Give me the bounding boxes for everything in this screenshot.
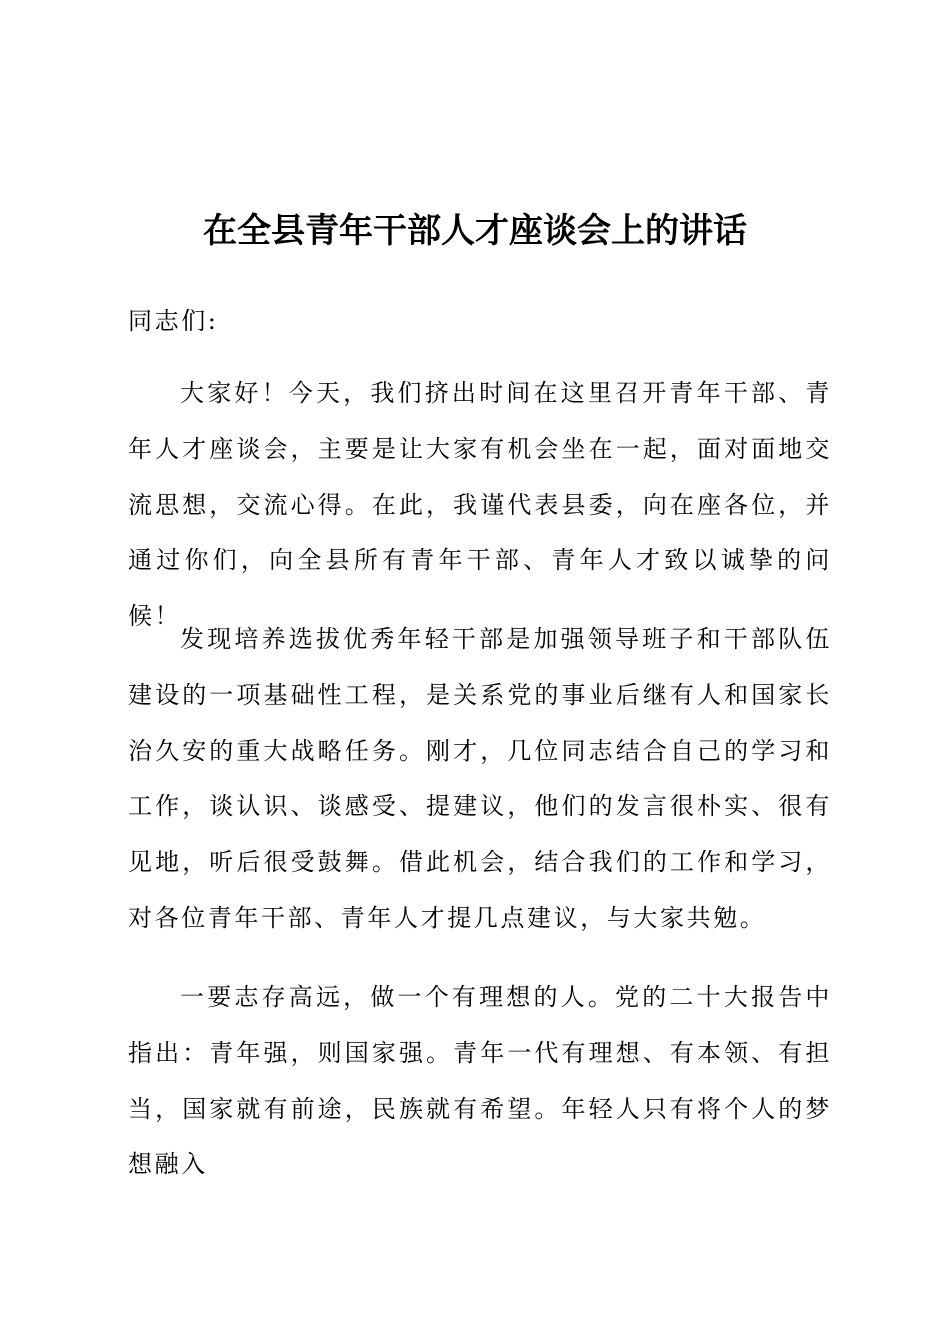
- document-title: 在全县青年干部人才座谈会上的讲话: [203, 211, 747, 251]
- paragraph-3: 一要志存高远，做一个有理想的人。党的二十大报告中指出：青年强，则国家强。青年一代有理想、有本领、有担当，国家就有前途，民族就有希望。年轻人只有将个人的梦想融入: [128, 983, 832, 1179]
- paragraph-1: 大家好！今天，我们挤出时间在这里召开青年干部、青年人才座谈会，主要是让大家有机会坐在一起，面对面地交流思想，交流心得。在此，我谨代表县委，向在座各位，并通过你们，向全县所有青年干部、青年人才致以诚挚的问候！: [128, 379, 832, 631]
- salutation: 同志们:: [128, 307, 219, 335]
- paragraph-2: 发现培养选拔优秀年轻干部是加强领导班子和干部队伍建设的一项基础性工程，是关系党的事业后继有人和国家长治久安的重大战略任务。刚才，几位同志结合自己的学习和工作，谈认识、谈感受、提建议，他们的发言很朴实、很有见地，听后很受鼓舞。借此机会，结合我们的工作和学习，对各位青年干部、青年人才提几点建议，与大家共勉。: [128, 625, 832, 932]
